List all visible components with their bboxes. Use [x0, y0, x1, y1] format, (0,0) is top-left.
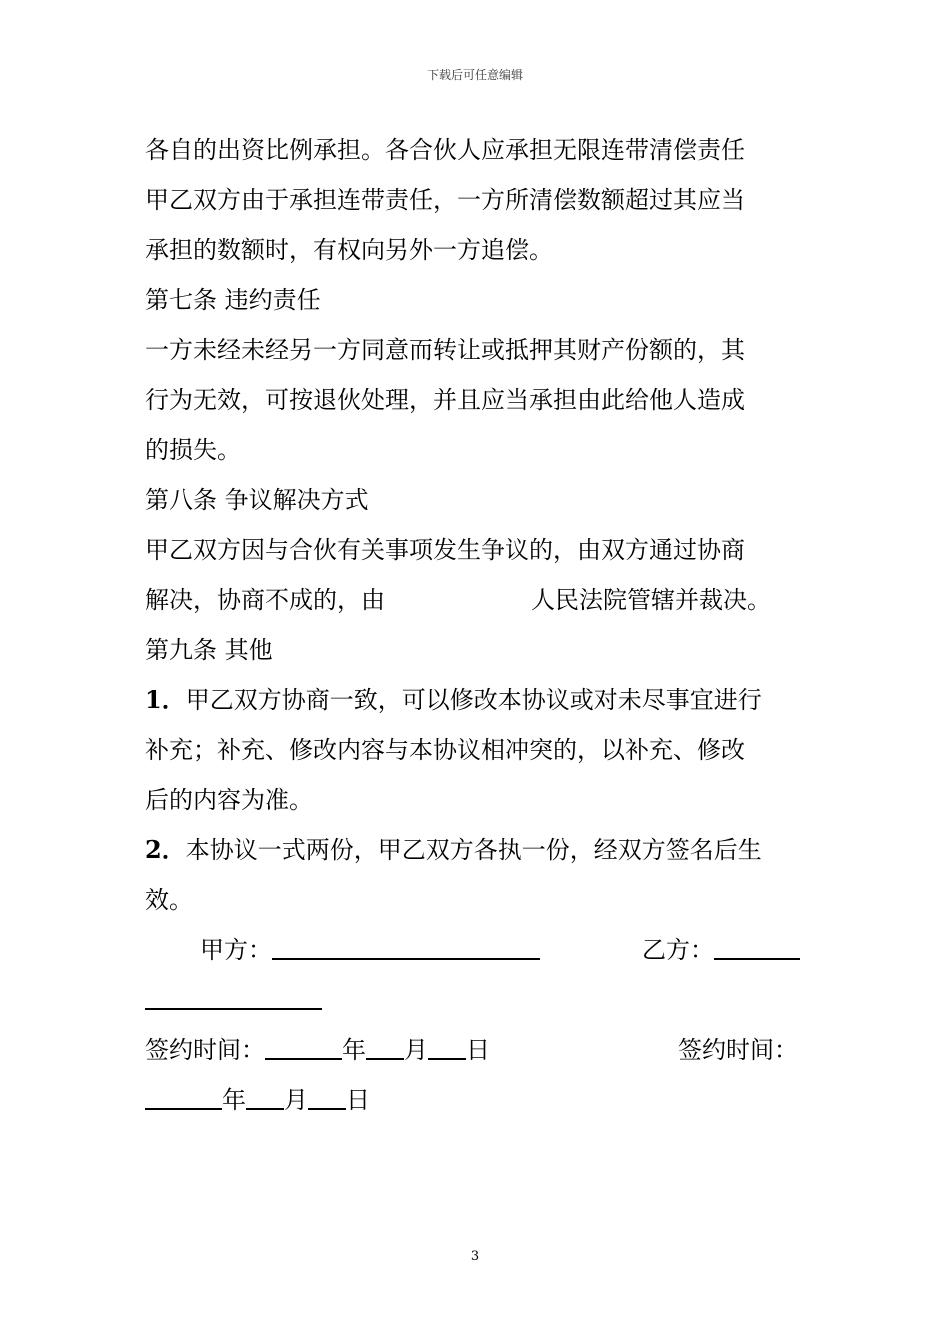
page-number: 3 [470, 1249, 480, 1264]
signing-date-row [145, 1025, 825, 1075]
month-blank [366, 1030, 404, 1060]
paragraph-line: 各自的出资比例承担。各合伙人应承担无限连带清偿责任 [145, 136, 745, 164]
paragraph-line: 一方未经未经另一方同意而转让或抵押其财产份额的，其 [145, 336, 745, 364]
article-8-title: 第八条 争议解决方式 [145, 486, 369, 514]
list-item [145, 825, 825, 875]
article-7-title: 第七条 违约责任 [145, 286, 321, 314]
court-clause-suffix: 人民法院管辖并裁决。 [531, 586, 771, 614]
party-b-label: 乙方： [642, 936, 714, 964]
signature-continuation-row [145, 975, 825, 1025]
paragraph-line: 效。 [145, 886, 193, 914]
year-label: 年 [222, 1086, 246, 1114]
item-number: 1． [145, 685, 186, 714]
month-blank [246, 1080, 284, 1110]
year-blank [145, 1080, 222, 1110]
paragraph-line: 行为无效，可按退伙处理，并且应当承担由此给他人造成 [145, 386, 745, 414]
date-label-b: 签约时间： [678, 1036, 798, 1064]
paragraph-line: 后的内容为准。 [145, 786, 313, 814]
list-item [145, 675, 825, 725]
day-blank [308, 1080, 346, 1110]
paragraph-line: 补充；补充、修改内容与本协议相冲突的，以补充、修改 [145, 736, 745, 764]
document-body [145, 125, 825, 1125]
day-label: 日 [466, 1036, 490, 1064]
paragraph-line [145, 575, 825, 625]
party-a-label: 甲方： [200, 936, 272, 964]
party-b-signature-blank-continued [145, 980, 322, 1010]
signature-parties-row [145, 925, 825, 975]
paragraph-line: 甲乙双方由于承担连带责任，一方所清偿数额超过其应当 [145, 186, 745, 214]
item-number: 2． [145, 835, 186, 864]
party-a-signature-blank [272, 930, 540, 960]
party-b-signature-blank [714, 930, 800, 960]
article-9-title: 第九条 其他 [145, 636, 273, 664]
year-blank [265, 1030, 342, 1060]
paragraph-line: 甲乙双方因与合伙有关事项发生争议的，由双方通过协商 [145, 536, 745, 564]
item-text: 甲乙双方协商一致，可以修改本协议或对未尽事宜进行 [185, 686, 762, 714]
month-label: 月 [404, 1036, 428, 1064]
year-label: 年 [342, 1036, 366, 1064]
month-label: 月 [284, 1086, 308, 1114]
paragraph-line: 承担的数额时，有权向另外一方追偿。 [145, 236, 553, 264]
date-label-a: 签约时间： [145, 1036, 265, 1064]
page-header: 下载后可任意编辑 [426, 68, 523, 82]
day-blank [428, 1030, 466, 1060]
signing-date-row-continued [145, 1075, 825, 1125]
court-clause-prefix: 解决，协商不成的，由 [145, 586, 385, 614]
item-text: 本协议一式两份，甲乙双方各执一份，经双方签名后生 [185, 836, 762, 864]
paragraph-line: 的损失。 [145, 436, 241, 464]
day-label: 日 [346, 1086, 370, 1114]
